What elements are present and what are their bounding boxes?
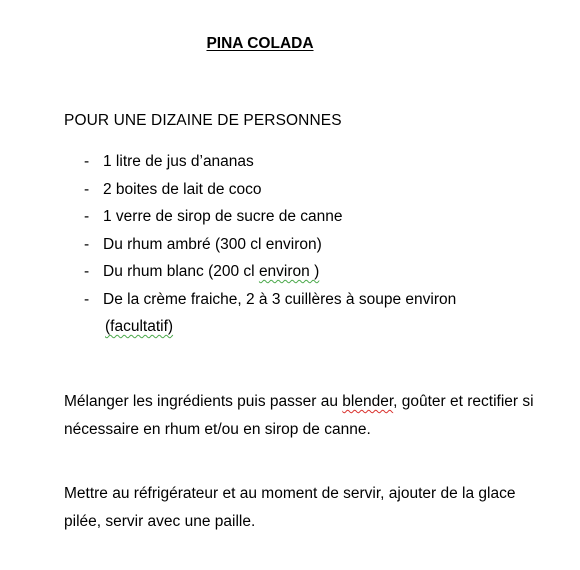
ingredient-text: 1 verre de sirop de sucre de canne	[103, 208, 343, 225]
list-item	[64, 148, 544, 176]
serving-paragraph: Mettre au réfrigérateur et au moment de servir, ajouter de la glace pilée, servir avec une paille.	[64, 485, 516, 530]
list-item	[64, 203, 544, 231]
list-dash: -	[84, 180, 90, 198]
grammar-underlined-word: (facultatif)	[105, 318, 174, 335]
ingredient-text: Du rhum ambré (300 cl environ)	[103, 235, 322, 253]
ingredient-text: 1 litre de jus d’ananas	[103, 153, 254, 170]
instructions-paragraph	[64, 388, 534, 444]
grammar-underlined-word: environ )	[258, 263, 320, 280]
list-item	[64, 258, 544, 286]
list-dash: -	[84, 235, 90, 253]
list-dash: -	[84, 263, 90, 280]
ingredient-text-part: Du rhum blanc (200 cl	[103, 263, 259, 280]
list-dash: -	[84, 290, 90, 308]
recipe-title: PINA COLADA	[206, 35, 314, 52]
ingredient-text: 2 boites de lait de coco	[103, 180, 262, 198]
ingredient-text: De la crème fraiche, 2 à 3 cuillères à soupe environ	[103, 290, 457, 308]
paragraph-text: , goûter et rectifier si nécessaire en rhum et/ou en sirop de canne.	[64, 393, 534, 438]
spellcheck-underlined-word: blender	[342, 393, 394, 410]
list-item	[64, 176, 544, 204]
list-dash: -	[84, 153, 90, 170]
ingredient-text	[103, 263, 319, 280]
ingredient-list	[64, 148, 544, 341]
ingredient-continuation	[103, 313, 544, 341]
list-item	[64, 231, 544, 259]
paragraph-text: Mélanger les ingrédients puis passer au	[64, 393, 343, 410]
servings-heading: POUR UNE DIZAINE DE PERSONNES	[64, 112, 342, 129]
list-dash: -	[84, 208, 90, 225]
list-item	[64, 286, 544, 341]
